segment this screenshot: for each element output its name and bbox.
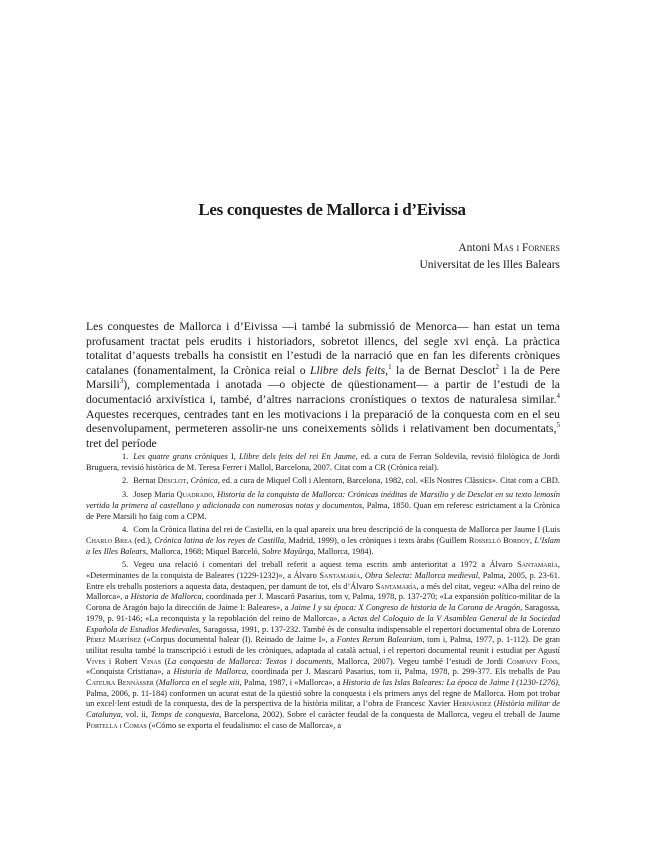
footnote-text: , Barcelona, 2002). Sobre el caràcter feudal de la conquesta de Mallorca, vegeu el treball de Jaume — [219, 710, 560, 720]
footnote-text: , Palma, 1987, i «Mallorca», a — [239, 678, 343, 688]
footnote-text: , Palma, 1850. Quan em referesc estrictament a la Crònica de Pere Marsili ho faig com a CPM. — [86, 500, 560, 521]
footnote-text: , Saragossa, 1991, p. 137-232. També és de consulta indispensable el repertori documental obra de Lorenzo — [198, 624, 560, 634]
footnote-author-name: Santamaría — [517, 560, 558, 570]
footnote-italic-title: Historia de Mallorca — [173, 667, 247, 677]
footnote-author-name: Vives — [86, 656, 106, 666]
footnote-text: , — [360, 571, 365, 581]
footnote-3 — [86, 490, 560, 522]
footnote-text: Vegeu una relació i comentari del treball referit a aquest tema escrits amb anterioritat a 1972 a Álvaro — [133, 560, 518, 570]
footnote-text: , Mallorca, 2007). Vegeu també l’estudi de Jordi — [331, 656, 507, 666]
footnote-number: 3. — [122, 490, 129, 500]
footnote-text: Bernat — [133, 476, 158, 486]
footnote-text: («Corpus documental balear (I). Reinado de Jaime I», a — [141, 635, 337, 645]
footnote-text: , Palma, 2005, p. 23-61. Entre els treballs posteriors a aquesta data, destaquen, per damunt de tot, els d’Álvaro — [86, 571, 560, 591]
footnote-text: i Robert — [105, 656, 142, 666]
footnote-text: (ed.), — [132, 535, 155, 545]
footnote-5 — [86, 560, 560, 731]
footnote-text: , Saragossa, 1979, p. 91-146; «La reconquista y la repoblación del reino de Mallorca», a — [86, 603, 561, 623]
footnotes-section — [86, 452, 560, 735]
footnote-italic-title: Actas del Coloquio de la V Asamblea General de la Sociedad Española de Estudios Medievales — [86, 613, 561, 634]
footnote-author-name: Hernàndez — [453, 699, 492, 709]
footnote-text: I, — [227, 452, 239, 461]
footnote-text: ( — [153, 678, 159, 688]
footnote-text: , ed. a cura de Ferran Soldevila, revisió filològica de Jordi Bruguera, revisió històrica de M. Teresa Ferrer i Mallol, Barcelona, 2007. Citat com a CR (Crònica reial). — [86, 452, 560, 472]
footnote-text: ( — [491, 699, 497, 709]
footnote-author-name: Vinas — [141, 656, 162, 666]
footnote-text: , «Determinantes de la conquista de Baleares (1229-1232)», a Álvaro — [86, 560, 560, 581]
author-name — [419, 240, 560, 257]
footnote-text: ( — [161, 656, 168, 666]
body-italic-title: Llibre dels feits — [309, 363, 386, 377]
author-first-name: Antoni — [458, 242, 491, 254]
footnote-text: , ed. a cura de Miquel Coll i Alentorn, Barcelona, 1982, col. «Els Nostres Clàssics». Citat com a CBD. — [217, 476, 560, 486]
footnote-italic-title: Crònica — [190, 476, 218, 486]
body-paragraph: Les conquestes de Mallorca i d’Eivissa —i també la submissió de Menorca— han estat un tema profusament tractat pels erudits i historiadors, sobretot illencs, del segle xvi ençà. La pràctica totalitat d’aquests treballs ha consistit en l’estudi de la narració que en fan les diferents cròniques catalanes (fonamentalment, la Crònica reial o Llibre dels feits,$^1$ la de Bernat Desclot$^2$ i la de Pere Marsili$^3$), complementada i anotada —o objecte de qüestionament— a partir de l’estudi de la documentació arxivística i, també, d’altres narracions cronístiques o textos de naturalesa similar.$^4$ Aquestes recerques, centrades tant en les motivacions i la preparació de la conquesta com en el seu desenvolupament, permeteren assolir-ne uns coneixements sòlids i relativament ben documentats,$^5$ tret del període — [86, 320, 560, 450]
footnote-number: 4. — [122, 525, 129, 535]
footnote-text: , Mallorca, 1984). — [313, 546, 374, 556]
footnote-author-name: Santamaría — [375, 581, 417, 591]
body-text-segment: Les conquestes de Mallorca i d’Eivissa —i també la submissió de Menorca— han estat un tema profusament tractat pels erudits i historiadors, sobretot illencs, del segle xvi ençà. La pràctica totalitat d’aquests treballs ha consistit en l’estudi de la narració que en fan les diferents cròniques catalanes (fonamentalment, la Crònica reial o — [86, 320, 560, 377]
body-text-segment: Aquestes recerques, centrades tant en les motivacions i la preparació de la conquesta com en el seu desenvolupament, permeteren assolir-ne uns coneixements sòlids i relativament ben documentats, — [86, 407, 560, 436]
footnote-italic-title: Sobre Mayûrqa — [261, 546, 314, 556]
footnote-ref-3[interactable]: 3 — [119, 377, 124, 386]
footnote-text: , tom i, Palma, 1977, p. 1-112). De gran utilitat resulta també la transcripció i estudi de les cròniques, adaptada al català actual, i el repertori documental reunit i estudiat per Agustí — [86, 635, 560, 655]
footnote-4 — [86, 525, 560, 557]
footnote-italic-title: Historia de las Islas Baleares: La época de Jaime I (1230-1276) — [342, 678, 558, 688]
footnote-text: , Mallorca, 1968; Miquel Barceló, — [146, 546, 262, 556]
footnote-author-name: Charlo Brea — [86, 535, 133, 545]
body-text-segment: tret del període — [86, 436, 157, 450]
author-surname: Mas i Forners — [493, 242, 560, 254]
footnote-text: Josep Maria — [133, 490, 177, 500]
author-affiliation: Universitat de les Illes Balears — [419, 259, 560, 271]
footnote-text: , Madrid, 1999), o les cròniques i texts àrabs (Guillem — [284, 535, 469, 545]
footnote-italic-title: Les quatre grans cròniques — [133, 452, 228, 461]
footnote-ref-4[interactable]: 4 — [556, 392, 560, 401]
footnote-text: , a més del citat, vegeu: «Alba del reino de Mallorca», a — [86, 581, 560, 602]
footnote-italic-title: Obra Selecta: Mallorca medieval — [364, 571, 479, 581]
footnote-italic-title: Jaime I y su época: X Congreso de historia de la Corona de Aragón — [290, 603, 521, 613]
footnote-1 — [86, 452, 560, 473]
footnote-author-name: Portella i Comas — [86, 720, 147, 730]
footnote-italic-title: La conquesta de Mallorca: Textos i documents — [167, 656, 332, 666]
footnote-text: , — [186, 476, 191, 486]
footnote-ref-2[interactable]: 2 — [495, 362, 499, 371]
body-text-segment: i la de Pere Marsili — [86, 363, 560, 392]
footnote-italic-title: Mallorca en el segle xiii — [158, 678, 240, 688]
footnote-text: , «Conquista Cristiana», a — [86, 656, 560, 677]
body-text-segment: ), complementada i anotada —o objecte de qüestionament— a partir de l’estudi de la documentació arxivística i, també, d’altres narracions cronístiques o textos de naturalesa similar. — [86, 378, 560, 406]
footnote-ref-1[interactable]: 1 — [388, 362, 392, 371]
body-text-segment: la de Bernat Desclot — [391, 363, 496, 377]
footnote-italic-title: Fontes Rerum Balearium — [336, 635, 423, 645]
footnote-number: 5. — [122, 560, 129, 570]
author-block — [419, 240, 560, 274]
footnote-italic-title: Llibre dels feits del rei En Jaume — [238, 452, 356, 461]
footnote-author-name: Cateura Bennàsser — [86, 678, 154, 688]
footnote-italic-title: Història militar de Catalunya — [86, 699, 560, 720]
footnote-author-name: Rosselló Bordoy — [468, 535, 530, 545]
footnote-author-name: Desclot — [157, 476, 187, 486]
footnote-text: Com la Crònica llatina del rei de Castella, en la qual apareix una breu descripció de la conquesta de Mallorca per Jaume I (Luis — [133, 525, 560, 535]
footnote-ref-5[interactable]: 5 — [556, 421, 560, 430]
footnote-text: , vol. ii, — [120, 710, 151, 720]
footnote-text: , coordinada per J. Mascaró Pasarius, tom ii, Palma, 1978, p. 299-377. Els treballs de Pau — [246, 667, 561, 677]
article-title: Les conquestes de Mallorca i d’Eivissa — [198, 200, 466, 219]
footnote-text: , coordinada per J. Mascaró Pasarius, tom v, Palma, 1978, p. 137-270; «La expansión político-militar de la Corona de Aragón bajo la dirección de Jaime I: Baleares», a — [86, 592, 561, 613]
footnote-number: 1. — [122, 452, 129, 461]
footnote-2 — [86, 476, 560, 487]
footnote-text: , — [529, 535, 535, 545]
footnote-author-name: Quadrado — [176, 490, 213, 500]
footnote-italic-title: Crónica latina de los reyes de Castilla — [154, 535, 285, 545]
footnote-number: 2. — [122, 476, 129, 486]
footnote-author-name: Pérez Martínez — [86, 635, 142, 645]
footnote-italic-title: Historia de Mallorca — [130, 592, 202, 602]
footnote-text: («Cómo se exporta el feudalismo: el caso de Mallorca», a — [146, 720, 342, 730]
footnote-italic-title: Historia de la conquista de Mallorca: Crónicas inéditas de Marsilio y de Desclot en su texto lemosín vertido la primera al castellano y adicionada con numerosas notas y documentos — [86, 490, 561, 510]
footnote-italic-title: Temps de conquesta — [150, 710, 220, 720]
footnote-author-name: Company Fons — [506, 656, 558, 666]
footnote-text: , — [212, 490, 218, 500]
footnote-text: , Palma, 2006, p. 11-184) conformen un acurat estat de la qüestió sobre la conquesta i els primers anys del regne de Mallorca. Hom pot trobar un excel·lent estudi de la conquesta, des de la perspectiva de la història militar, a l’obra de Francesc Xavier — [86, 678, 561, 709]
footnote-italic-title: L’Islam a les Illes Balears — [86, 535, 561, 556]
footnote-author-name: Santamaría — [319, 571, 361, 581]
